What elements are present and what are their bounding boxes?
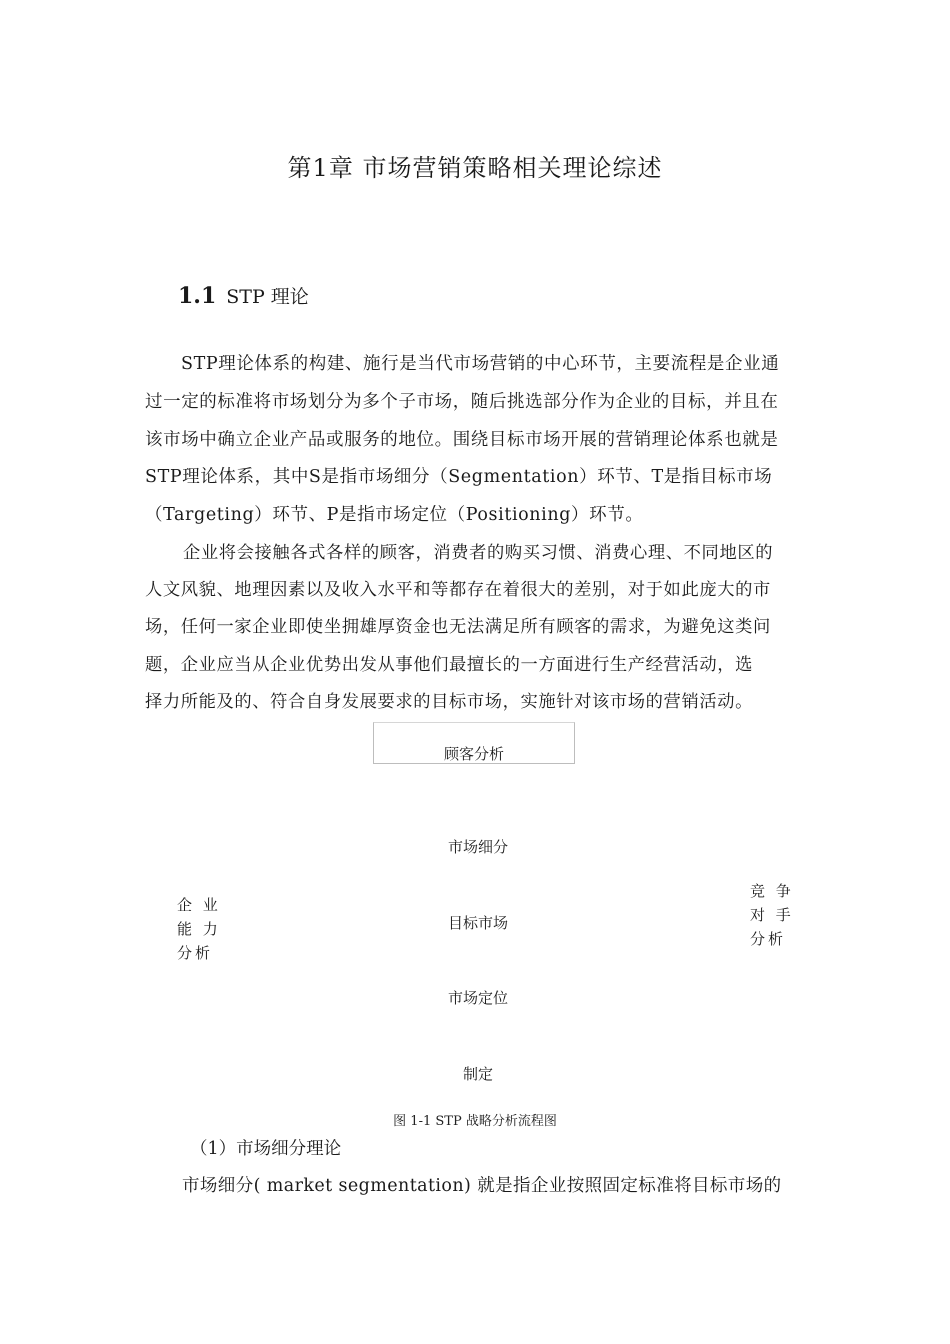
competitor-analysis-label: 竞 争 对 手 分析 (750, 882, 794, 948)
paragraph-line: STP理论体系，其中S是指市场细分（Segmentation）环节、T是指目标市场 (145, 467, 773, 487)
paragraph-line: 市场细分( market segmentation) 就是指企业按照固定标准将目标市场的 (182, 1176, 782, 1196)
paragraph-line: 题，企业应当从企业优势出发从事他们最擅长的一方面进行生产经营活动，选 (145, 655, 753, 675)
flow-step-positioning: 市场定位 (447, 989, 508, 1007)
flow-step-segmentation: 市场细分 (447, 838, 508, 856)
company-capability-label: 企 业 能 力 分析 (177, 896, 221, 962)
figure-caption: 图 1-1 STP 战略分析流程图 (393, 1114, 557, 1129)
paragraph-line: 场，任何一家企业即使坐拥雄厚资金也无法满足所有顾客的需求，为避免这类问 (145, 617, 771, 637)
section-number: 1.1 (178, 283, 217, 309)
paragraph-line: 该市场中确立企业产品或服务的地位。围绕目标市场开展的营销理论体系也就是 (145, 430, 779, 450)
section-heading (178, 282, 309, 309)
paragraph-line: 人文风貌、地理因素以及收入水平和等都存在着很大的差别，对于如此庞大的市 (145, 580, 771, 600)
customer-analysis-box (373, 722, 575, 764)
flow-step-formulate: 制定 (462, 1065, 493, 1083)
subsection-heading: （1）市场细分理论 (190, 1139, 342, 1159)
paragraph-line: 过一定的标准将市场划分为多个子市场，随后挑选部分作为企业的目标，并且在 (145, 392, 779, 412)
paragraph-line: 企业将会接触各式各样的顾客，消费者的购买习惯、消费心理、不同地区的 (183, 543, 774, 563)
customer-analysis-label: 顾客分析 (443, 745, 504, 763)
paragraph-line: 择力所能及的、符合自身发展要求的目标市场，实施针对该市场的营销活动。 (145, 692, 753, 712)
chapter-title: 第1章 市场营销策略相关理论综述 (287, 154, 663, 182)
flow-step-targeting: 目标市场 (447, 914, 508, 932)
paragraph-line: STP理论体系的构建、施行是当代市场营销的中心环节，主要流程是企业通 (181, 354, 780, 374)
section-title: STP 理论 (226, 286, 309, 308)
paragraph-line: （Targeting）环节、P是指市场定位（Positioning）环节。 (145, 505, 644, 525)
